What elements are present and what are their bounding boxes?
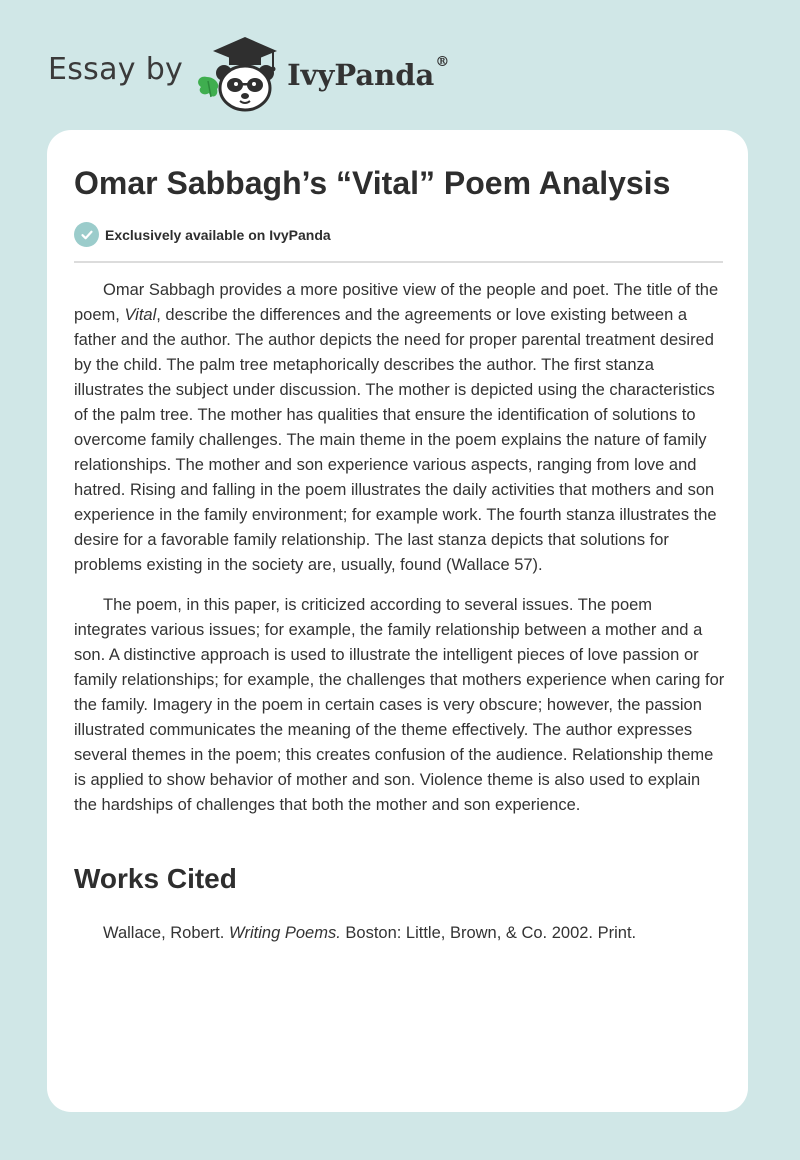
essay-card [47,130,748,1112]
paragraph-1: Omar Sabbagh provides a more positive view of the people and poet. The title of the poem, Vital, describe the differences and the agreements or love existing between a father and the author. The author depicts the need for proper parental treatment desired by the child. The palm tree metaphorically describes the author. The first stanza illustrates the subject under discussion. The mother is depicted using the characteristics of the palm tree. The mother has qualities that ensure the identification of solutions to overcome family challenges. The main theme in the poem explains the nature of family relationships. The mother and son experience various aspects, ranging from love and hatred. Rising and falling in the poem illustrates the daily activities that mothers and son experience in the family environment; for example work. The fourth stanza illustrates the desire for a favorable family relationship. The last stanza depicts that solutions for problems existing in the society are, usually, found (Wallace 57). [74,281,719,574]
works-cited-heading: Works Cited [74,863,237,894]
brand-name: IvyPanda® [287,54,450,92]
exclusive-badge [74,222,331,247]
essay-body [74,278,726,833]
checkmark-icon [74,222,99,247]
panda-graduate-icon [193,31,285,115]
citation-work-title: Writing Poems. [228,924,341,942]
essay-title: Omar Sabbagh’s “Vital” Poem Analysis [74,165,671,201]
site-header [48,30,449,114]
registered-mark: ® [435,54,450,70]
poem-title-italic: Vital [124,306,157,324]
exclusive-badge-label: Exclusively available on IvyPanda [105,226,331,243]
essay-by-label: Essay by [48,51,184,87]
divider [74,261,723,263]
paragraph-2: The poem, in this paper, is criticized according to several issues. The poem integrates various issues; for example, the family relationship between a mother and a son. A distinctive approach is used to illustrate the intelligent pieces of love passion or family relationships; for example, the challenges that mothers experience when caring for the family. Imagery in the poem in certain cases is very obscure; however, the passion illustrated communicates the meaning of the theme effectively. The author expresses several themes in the poem; this creates confusion of the audience. Relationship theme is applied to show behavior of mother and son. Violence theme is also used to explain the hardships of challenges that both the mother and son experience. [74,596,725,814]
citation-entry: Wallace, Robert. Writing Poems. Boston: Little, Brown, & Co. 2002. Print. [103,924,637,942]
